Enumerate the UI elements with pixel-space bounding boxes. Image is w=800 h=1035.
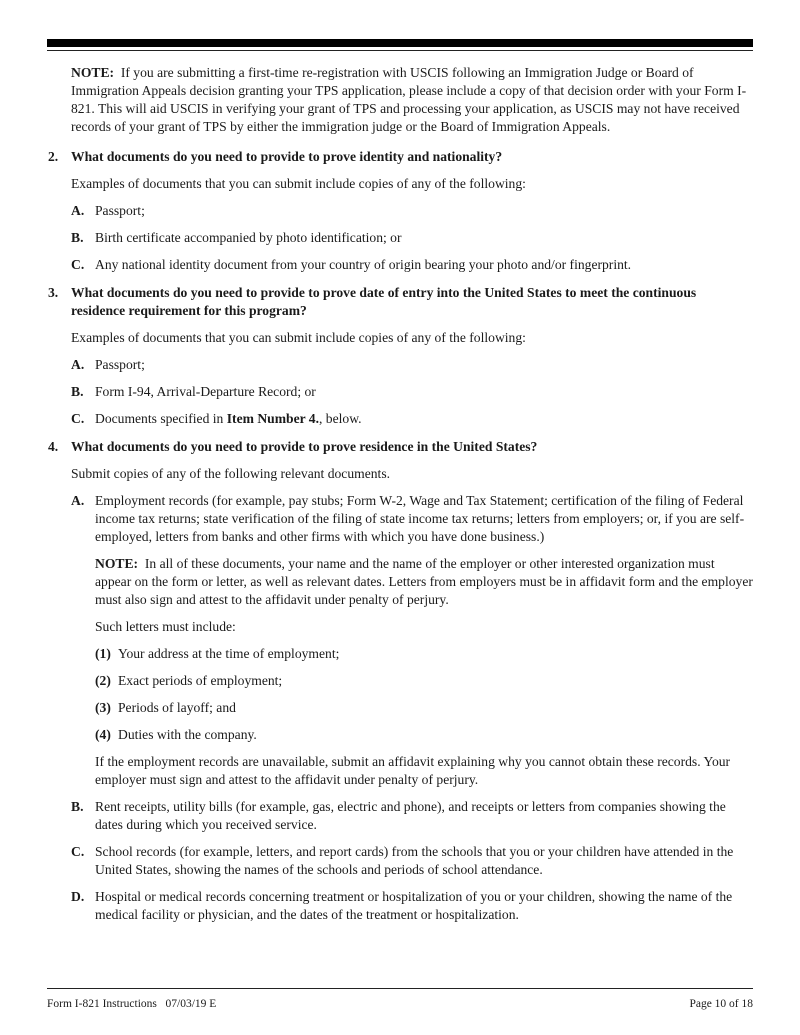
unavailable-records-text: If the employment records are unavailable, submit an affidavit explaining why you cannot obtain these records. Your employer must sign and attest to the affidavit under penalty of perjury. [95, 754, 731, 787]
item-text: Passport; [95, 203, 145, 218]
item-text-before: Documents specified in [95, 411, 227, 426]
footer-form-id: Form I-821 Instructions 07/03/19 E [47, 998, 217, 1010]
question-title: What documents do you need to provide to prove residence in the United States? [71, 439, 538, 454]
page-content [47, 64, 753, 924]
list-item [71, 492, 753, 546]
question-intro: Examples of documents that you can submit include copies of any of the following: [71, 330, 526, 345]
item-text: Exact periods of employment; [118, 673, 283, 688]
question-heading [47, 438, 753, 456]
question-number: 4. [48, 439, 59, 454]
note-text: If you are submitting a first-time re-registration with USCIS following an Immigration Judge or Board of Immigration Appeals decision granting your TPS application, please include a copy of that decision order with your Form I-821. This will aid USCIS in verifying your grant of TPS and processing your application, as USCIS may not have received records of your grant of TPS by either the immigration judge or the Board of Immigration Appeals. [71, 65, 747, 134]
question-heading [47, 148, 753, 166]
list-item [71, 843, 753, 879]
note-text: In all of these documents, your name and the name of the employer or other interested organization must appear on the form or letter, as well as relevant dates. Letters from employers must be in affidavit form and the employer must also sign and attest to the affidavit under penalty of perjury. [95, 556, 753, 607]
item-label: (1) [95, 646, 111, 661]
question-heading [47, 284, 753, 320]
item-text: Rent receipts, utility bills (for example, gas, electric and phone), and receipts or letters from companies showing the dates during which you received service. [95, 799, 726, 832]
item-label: A. [71, 493, 85, 508]
item-label: C. [71, 844, 85, 859]
item-label: A. [71, 203, 85, 218]
list-item [71, 256, 753, 274]
item-text: Passport; [95, 357, 145, 372]
question-title: What documents do you need to provide to prove identity and nationality? [71, 149, 503, 164]
question-3 [47, 284, 753, 428]
item-label: C. [71, 257, 85, 272]
item-label: (4) [95, 727, 111, 742]
header-thin-rule [47, 50, 753, 51]
question-number: 3. [48, 285, 59, 300]
item-text: Any national identity document from your country of origin bearing your photo and/or fingerprint. [95, 257, 632, 272]
item-reference: Item Number 4. [226, 411, 319, 426]
item-text: Duties with the company. [118, 727, 257, 742]
item-label: A. [71, 357, 85, 372]
item-label: B. [71, 230, 84, 245]
list-item [71, 202, 753, 220]
question-intro: Examples of documents that you can submit include copies of any of the following: [71, 176, 526, 191]
footer-page-number: Page 10 of 18 [689, 998, 753, 1010]
employment-note [95, 555, 753, 609]
item-text: Employment records (for example, pay stubs; Form W-2, Wage and Tax Statement; certification of the filing of Federal income tax returns; state verification of the filing of state income tax returns; letters from employers; or, if you are self-employed, letters from banks and other firms with which you have done business.) [95, 493, 745, 544]
item-label: (2) [95, 673, 111, 688]
list-item [71, 798, 753, 834]
item-text: Your address at the time of employment; [118, 646, 340, 661]
letters-intro: Such letters must include: [95, 619, 236, 634]
item-label: (3) [95, 700, 111, 715]
note-label: NOTE: [71, 65, 115, 80]
list-item [71, 356, 753, 374]
list-item [71, 383, 753, 401]
question-title: What documents do you need to provide to prove date of entry into the United States to meet the continuous residence requirement for this program? [71, 285, 697, 318]
item-label: D. [71, 889, 85, 904]
item-text: Hospital or medical records concerning treatment or hospitalization of you or your children, showing the name of the medical facility or physician, and the dates of the treatment or hospitalization. [95, 889, 733, 922]
item-label: C. [71, 411, 85, 426]
letters-item [95, 672, 753, 690]
note-label: NOTE: [95, 556, 139, 571]
list-item [71, 229, 753, 247]
item-text: Form I-94, Arrival-Departure Record; or [95, 384, 316, 399]
item-label: B. [71, 799, 84, 814]
item-text-after: , below. [319, 411, 362, 426]
letters-item [95, 699, 753, 717]
list-item [71, 888, 753, 924]
item-text: School records (for example, letters, and report cards) from the schools that you or your children have attended in the United States, showing the names of the schools and periods of school attendance. [95, 844, 734, 877]
item-label: B. [71, 384, 84, 399]
question-number: 2. [48, 149, 59, 164]
question-intro: Submit copies of any of the following relevant documents. [71, 466, 391, 481]
question-2 [47, 148, 753, 274]
item-text: Birth certificate accompanied by photo identification; or [95, 230, 402, 245]
letters-item [95, 726, 753, 744]
letters-item [95, 645, 753, 663]
item-text: Periods of layoff; and [118, 700, 236, 715]
question-4 [47, 438, 753, 924]
header-thick-rule [47, 39, 753, 47]
top-note [71, 64, 753, 136]
footer-rule [47, 988, 753, 989]
list-item [71, 410, 753, 428]
